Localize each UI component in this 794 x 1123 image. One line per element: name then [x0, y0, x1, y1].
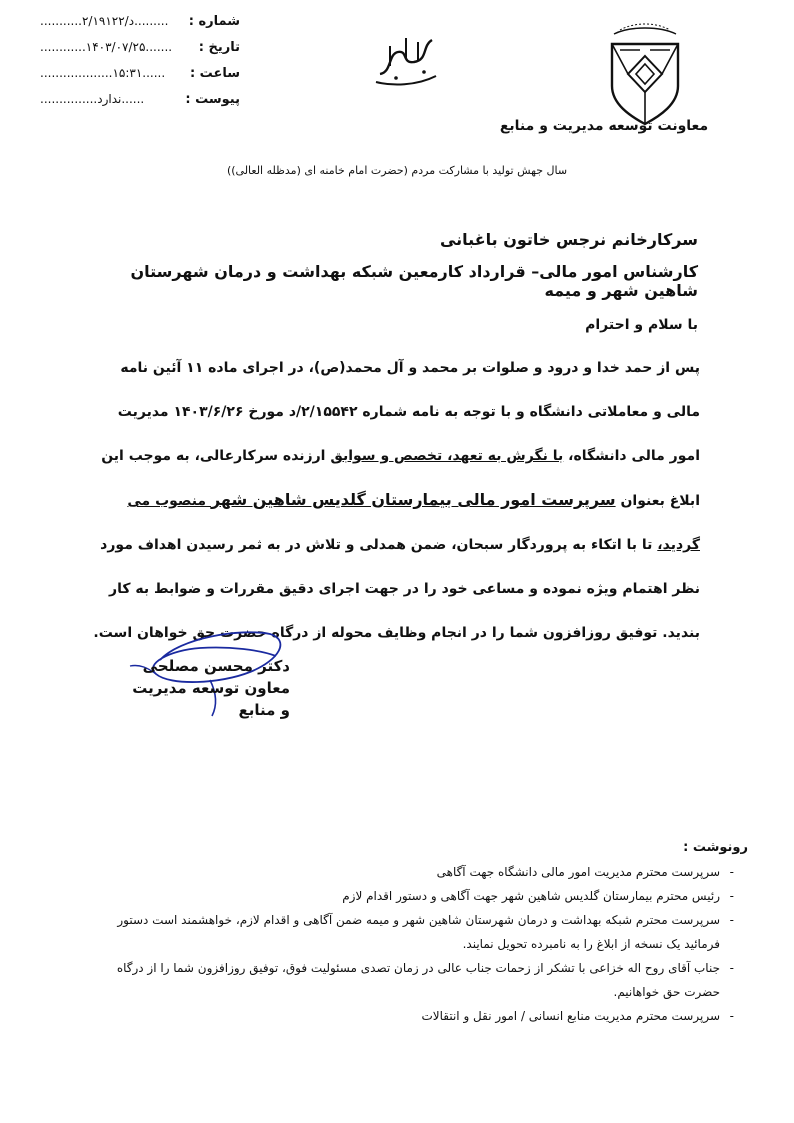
signer-title: معاون توسعه مدیریت و منابع: [132, 679, 290, 719]
letter-date-value: ............۱۴۰۳/۰۷/۲۵.......: [40, 40, 173, 54]
signer-name: دکتر محسن مصلحی: [142, 657, 290, 675]
cc-item: - سرپرست محترم شبکه بهداشت و درمان شهرستان شاهین شهر و میمه ضمن آگاهی و اقدام لازم، خواهشمند است دستور فرمائید یک نسخه از ابلاغ را به نامبرده تحویل نمایند.: [94, 908, 734, 956]
university-emblem-icon: [600, 20, 690, 128]
body-underlined-phrase: با نگرش به تعهد، تخصص و سوابق: [330, 448, 564, 464]
salutation: با سلام و احترام: [585, 317, 698, 333]
body-underlined-phrase: منصوب می گردید،: [127, 493, 700, 553]
signer-block: [120, 655, 290, 721]
recipient-position: کارشناس امور مالی– قرارداد کارمعین شبکه بهداشت و درمان شهرستان شاهین شهر و میمه: [130, 262, 698, 300]
letter-number-label: شماره :: [188, 14, 240, 29]
letter-number-value: ...........۲/۱۹۱۲۲/د.........: [40, 14, 169, 28]
letter-date-row: [40, 40, 240, 66]
cc-list: [94, 860, 734, 1028]
letter-meta: [40, 14, 240, 118]
organization-unit-title: معاونت توسعه مدیریت و منابع: [499, 118, 709, 134]
body-text-part: پس از حمد خدا و درود و صلوات بر محمد و آل محمد(ص)، در اجرای ماده ۱۱ آئین نامه مالی و معاملاتی دانشگاه و با توجه به نامه شماره ۲/۱۵۵۴۲/د مورخ ۱۴۰۳/۶/۲۶ مدیریت امور مالی دانشگاه،: [117, 360, 700, 464]
cc-item: - رئیس محترم بیمارستان گلدیس شاهین شهر جهت آگاهی و دستور اقدام لازم: [94, 884, 734, 908]
letter-time-row: [40, 66, 240, 92]
cc-item: - سرپرست محترم مدیریت منابع انسانی / امور نقل و انتقالات: [94, 1004, 734, 1028]
year-slogan: سال جهش تولید با مشارکت مردم (حضرت امام خامنه ای (مدظله العالی)): [226, 164, 568, 177]
letter-body: [90, 346, 700, 655]
letter-number-row: [40, 14, 240, 40]
letter-date-label: تاریخ :: [198, 40, 240, 55]
letter-attachment-label: پیوست :: [185, 92, 240, 107]
appointment-title: سرپرست امور مالی بیمارستان گلدیس شاهین شهر: [210, 490, 616, 509]
letter-attachment-value: ...............ندارد......: [40, 92, 145, 106]
recipient-name: سرکارخانم نرجس خاتون باغبانی: [439, 230, 698, 249]
cc-item: - جناب آقای روح اله خزاعی با تشکر از زحمات جناب عالی در زمان تصدی مسئولیت فوق، توفیق روزافزون شما را از درگاه حضرت حق خواهانیم.: [94, 956, 734, 1004]
letter-time-value: ...................۱۵:۳۱......: [40, 66, 166, 80]
cc-title: رونوشت :: [683, 840, 748, 855]
calligraphy-bismillah-icon: [362, 32, 446, 92]
body-text-part: تا با اتکاء به پروردگار سبحان، ضمن همدلی و تلاش در به ثمر رسیدن اهداف مورد نظر اهتمام ویژه نموده و مساعی خود را در جهت اجرای دقیق مقررات و ضوابط به کار بندید. توفیق روزافزون شما را در انجام وظایف محوله از درگاه حضرت حق خواهان است.: [93, 537, 700, 641]
cc-item: - سرپرست محترم مدیریت امور مالی دانشگاه جهت آگاهی: [94, 860, 734, 884]
letter-attachment-row: [40, 92, 240, 118]
body-text-part: ارزنده سرکارعالی، به موجب این ابلاغ بعنوان: [101, 448, 700, 509]
letter-time-label: ساعت :: [189, 66, 240, 81]
